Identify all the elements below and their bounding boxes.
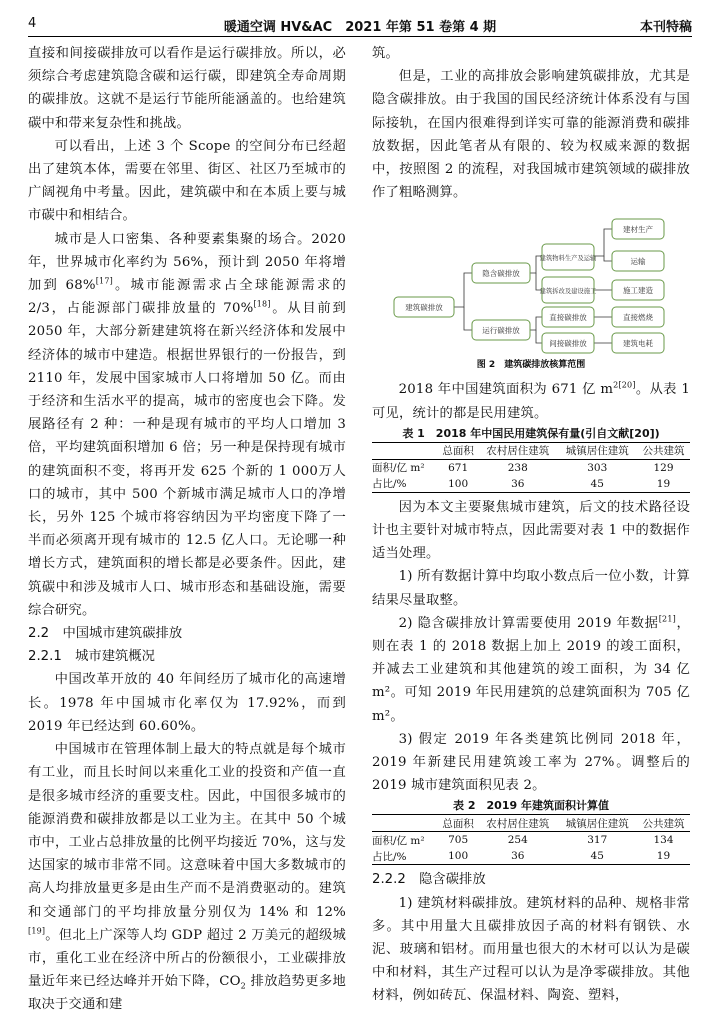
table-cell: 317 <box>587 834 608 847</box>
node-label: 建筑物料生产及运输 <box>539 255 597 263</box>
table-cell: 占比/% <box>372 476 438 493</box>
table-cell: 36 <box>478 848 557 865</box>
page-number: 4 <box>28 16 37 31</box>
table-row <box>372 848 690 865</box>
table-caption: 表 1 2018 年中国民用建筑保有量(引自文献[20]) <box>402 426 660 440</box>
paragraph: 城市是人口密集、各种要素集聚的场合。2020 年，世界城市化率约为 56%，预计到 2050 年将增加到 68%[17]。城市能源需求占全球能源需求的 2/3，占能源部门碳排放量的 70%[18]。从目前到 2050 年，大部分新建建筑将在新兴经济体和发展中经济体的城市中建造。根据世界银行的一份报告，到 2110 年，发展中国家城市人口将增加 50 亿。而由于经济和生活水平的提高，城市的密度也会下降。发展路径有 2 种：一种是现有城市的平均人口增加 3 倍，平均建筑面积增加 6 倍；另一种是保持现有城市的建筑面积不变，将再开发 625 个新的 1 000万人口的城市，其中 500 个新城市满足城市人口的净增长，另外 125 个城市将容纳因为平均密度下降了一半而必须离开现有城市的 12.5 亿人口。无论哪一种增长方式，建筑面积的增长都是必要条件。因此，建筑碳中和涉及城市人口、城市形态和基础设施，需要综合研究。 <box>28 231 347 618</box>
page-header <box>28 10 692 37</box>
table-cell: 19 <box>637 476 690 493</box>
citation[interactable]: 2[20] <box>613 381 636 390</box>
table-header-cell: 公共建筑 <box>637 815 690 832</box>
node-label: 隐含碳排放 <box>482 269 520 279</box>
paragraph: 但是，工业的高排放会影响建筑碳排放，尤其是隐含碳排放。由于我国的国民经济统计体系没有与国际接轨，在国内很难得到详实可靠的能源消费和碳排放数据，因此笔者从有限的、较为权威来源的数据中，按照图 2 的流程，对我国城市建筑领域的碳排放作了粗略测算。 <box>372 69 690 201</box>
node-label: 建筑碳排放 <box>405 303 443 313</box>
table-header-cell: 城镇居住建筑 <box>558 815 637 832</box>
table-cell: 面积/亿 m² <box>372 834 425 847</box>
connector-line <box>454 273 472 307</box>
paragraph: 中国城市在管理体制上最大的特点就是每个城市有工业，而且长时间以来重化工业的投资和产值一直是很多城市经济的重要支柱。因此，中国很多城市的能源消费和碳排放都是以工业为主。在其中 50 个城市中，工业占总排放量的比例平均接近 70%，这与发达国家的城市非常不同。这意味着中国大多数城市的高人均排放量更多是由生产而不是消费驱动的。建筑和交通部门的平均排放量分别仅为 14% 和 12%[19]。但北上广深等人均 GDP 超过 2 万美元的超级城市，重化工业在经济中所占的份额很小，工业碳排放量近年来已经达峰并开始下降，$CO_2$ 排放趋势更多地取决于交通和建 <box>28 742 347 1013</box>
table-cell: 占比/% <box>372 848 438 865</box>
node-label: 运输 <box>630 257 646 267</box>
right-column <box>372 42 690 1008</box>
table-cell: 671 <box>448 461 469 474</box>
table-header-cell: 城镇居住建筑 <box>558 442 637 459</box>
table-cell: 134 <box>653 834 674 847</box>
paragraph: 1) 建筑材料碳排放。建筑材料的品种、规格非常多。其中用量大且碳排放因子高的材料有钢铁、水泥、玻璃和铝材。而用量也很大的木材可以认为是碳中和材料，其生产过程可以认为是净零碳排放。其他材料，例如砖瓦、保温材料、陶瓷、塑料， <box>372 895 690 1004</box>
table-row <box>372 476 690 493</box>
table-header-cell: 总面积 <box>438 442 478 459</box>
node-label: 运行碳排放 <box>482 326 520 336</box>
paragraph: 筑。 <box>372 46 399 61</box>
citation[interactable]: [21] <box>658 614 676 624</box>
table-cell: 100 <box>438 476 478 493</box>
connector-line <box>594 229 612 256</box>
figure-2-diagram <box>372 206 690 358</box>
table-header-cell: 农村居住建筑 <box>478 815 557 832</box>
paragraph: 2018 年中国建筑面积为 671 亿 $m^{2[20]}$。从表 1 可见，统计的都是民用建筑。 <box>372 381 690 421</box>
table-header-cell <box>372 442 438 459</box>
table-cell: 129 <box>653 461 674 474</box>
table-cell: 705 <box>448 834 469 847</box>
table-cell: 100 <box>438 848 478 865</box>
table-row <box>372 459 690 476</box>
section-label: 本刊特稿 <box>639 20 692 35</box>
paragraph: 因为本文主要聚焦城市建筑，后文的技术路径设计也主要针对城市特点，因此需要对表 1 中的数据作适当处理。 <box>372 499 690 562</box>
paragraph: 中国改革开放的 40 年间经历了城市化的高速增长。1978 年中国城市化率仅为 17.92%，而到 2019 年已经达到 60.60%。 <box>28 672 346 734</box>
node-label: 建筑拆改及建设施工 <box>539 288 597 296</box>
table-cell: 238 <box>507 461 528 474</box>
citation[interactable]: [19] <box>28 926 46 936</box>
table-caption: 表 2 2019 年建筑面积计算值 <box>453 799 609 813</box>
node-label: 建筑电耗 <box>623 339 653 349</box>
table-header-cell: 农村居住建筑 <box>478 442 557 459</box>
paragraph: 3) 假定 2019 年各类建筑比例同 2018 年，2019 年新建民用建筑竣工率为 27%。调整后的 2019 城市建筑面积见表 2。 <box>372 731 690 794</box>
table-header-row <box>372 442 690 459</box>
paragraph: 直接和间接碳排放可以看作是运行碳排放。所以，必须综合考虑建筑隐含碳和运行碳，即建筑全寿命周期的碳排放。这就不是运行节能所能涵盖的。也给建筑碳中和带来复杂性和挑战。 <box>28 46 346 131</box>
citation[interactable]: [17] <box>95 276 113 286</box>
connector-line <box>604 256 612 261</box>
table-cell: 254 <box>507 834 528 847</box>
journal-title: 暖通空调 HV&AC 2021 年第 51 卷第 4 期 <box>223 20 497 35</box>
table-header-cell: 总面积 <box>438 815 478 832</box>
table-cell: 45 <box>558 476 637 493</box>
figure-caption: 图 2 建筑碳排放核算范围 <box>476 360 586 371</box>
table-header-cell <box>372 815 438 832</box>
paragraph: 1) 所有数据计算中均取小数点后一位小数，计算结果尽量取整。 <box>372 569 690 608</box>
table-row <box>372 832 690 849</box>
citation[interactable]: [18] <box>253 299 271 309</box>
section-heading: 2.2 中国城市建筑碳排放 <box>28 626 183 642</box>
paragraph: 可以看出，上述 3 个 Scope 的空间分布已经超出了建筑本体，需要在邻里、街区、社区乃至城市的广阔视角中考量。因此，建筑碳中和在本质上要与城市碳中和相结合。 <box>28 138 346 224</box>
left-column <box>28 42 346 1017</box>
node-label: 建材生产 <box>623 225 653 235</box>
table-cell: 面积/亿 m² <box>372 462 425 475</box>
table-cell: 303 <box>587 461 608 474</box>
node-label: 直接碳排放 <box>549 313 587 323</box>
table-cell: 19 <box>637 848 690 865</box>
subsection-heading: 2.2.1 城市建筑概况 <box>28 649 155 665</box>
node-label: 直接燃烧 <box>623 313 653 323</box>
diagram-svg <box>372 206 690 358</box>
table-cell: 45 <box>558 848 637 865</box>
table-1 <box>372 442 690 493</box>
subsection-heading: 2.2.2 隐含碳排放 <box>372 872 486 888</box>
connector-line <box>464 307 472 330</box>
table-2 <box>372 814 690 865</box>
table-cell: 36 <box>478 476 557 493</box>
node-label: 间接碳排放 <box>549 339 587 349</box>
paragraph: 2) 隐含碳排放计算需要使用 2019 年数据[21]，则在表 1 的 2018 数据上加上 2019 的竣工面积，并减去工业建筑和其他建筑的竣工面积，为 34 亿 m²。可知 2019 年民用建筑的总建筑面积为 705 亿 m²。 <box>372 614 690 724</box>
table-header-row <box>372 815 690 832</box>
connector-line <box>530 317 542 330</box>
connector-line <box>536 330 542 343</box>
node-label: 施工建造 <box>623 286 653 296</box>
table-header-cell: 公共建筑 <box>637 442 690 459</box>
